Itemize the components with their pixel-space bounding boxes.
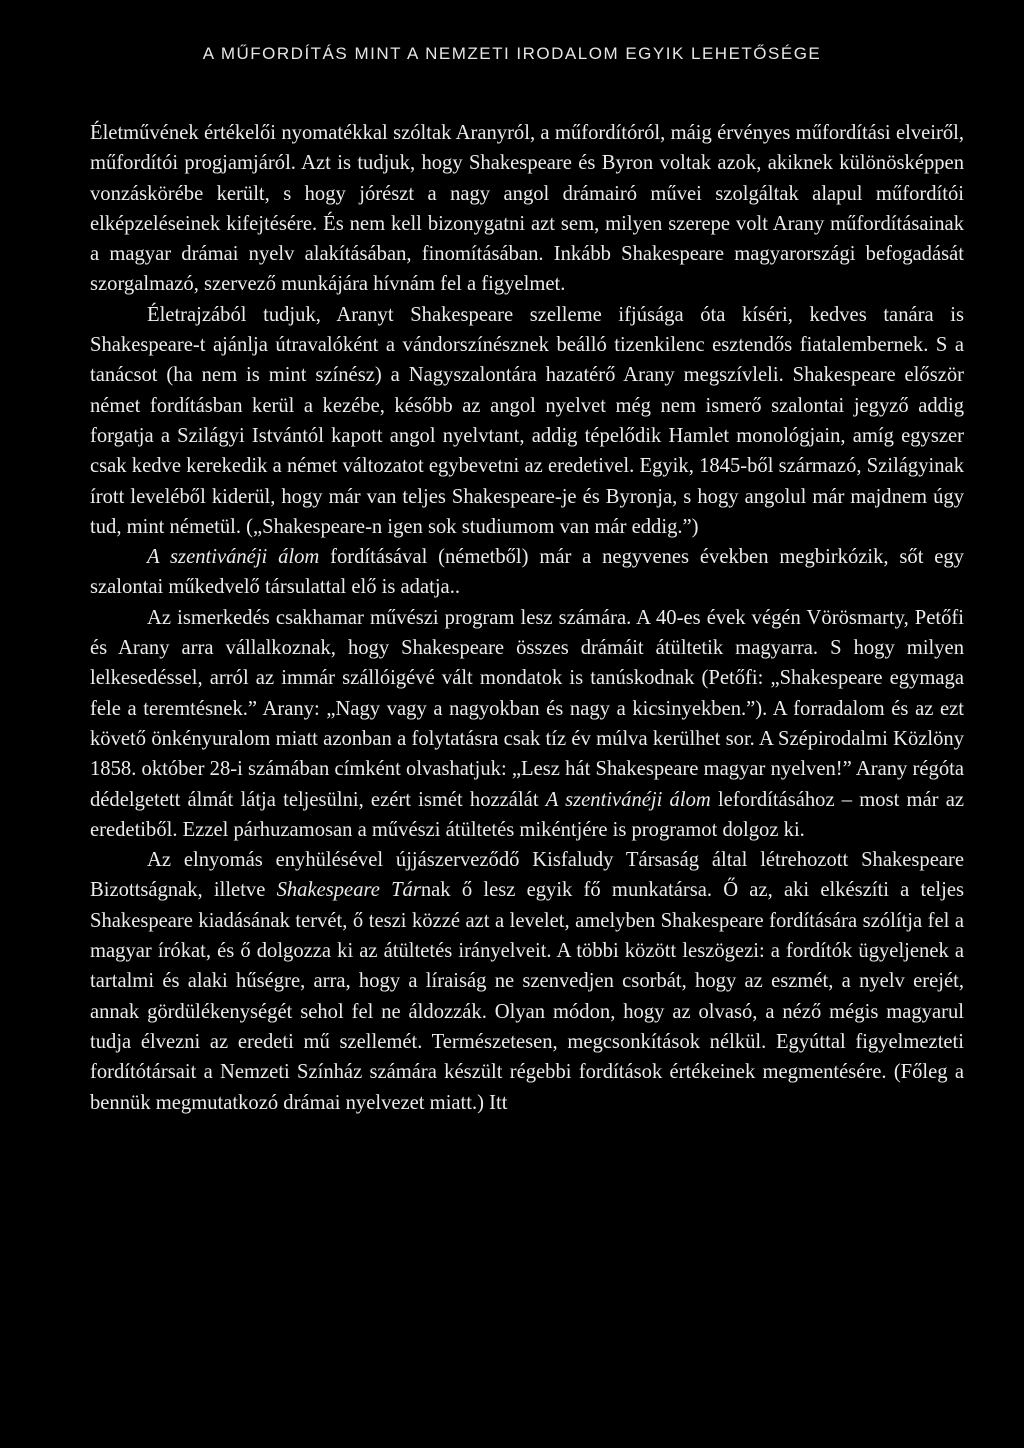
italic-title: A szentivánéji álom bbox=[545, 788, 711, 811]
paragraph bbox=[90, 542, 964, 603]
text-run: Az elnyomás enyhülésével újjászerveződő Kisfaludy Társaság által létrehozott Shakespeare Bizottságnak, illetve bbox=[90, 849, 964, 902]
text-run: nak ő lesz egyik fő munkatársa. Ő az, aki elkészíti a teljes Shakespeare kiadásának tervét, ő teszi közzé azt a levelet, amelyben Shakespeare fordítására szólítja fel a magyar írókat, és ő dolgozza ki az átültetés irányelveit. A többi között leszögezi: a fordítók ügyeljenek a tartalmi és alaki hűségre, arra, hogy a líraiság ne szenvedjen csorbát, hogy az eszmét, a nyelv erejét, annak gördülékenységét sehol fel ne áldozzák. Olyan módon, hogy az olvasó, a néző mégis magyarul tudja élvezni az eredeti mű szellemét. Természetesen, megcsonkítások nélkül. Egyúttal figyelmezteti fordítótársait a Nemzeti Színház számára készült régebbi fordítások értékeinek megmentésére. (Főleg a bennük megmutatkozó drámai nyelvezet miatt.) Itt bbox=[90, 879, 964, 1114]
paragraph bbox=[90, 845, 964, 1118]
body-text bbox=[90, 118, 964, 1118]
italic-title: Shakespeare Tár bbox=[276, 879, 421, 902]
text-run: Életművének értékelői nyomatékkal szóltak Aranyról, a műfordítóról, máig érvényes műfordítási elveiről, műfordítói progjamjáról. Azt is tudjuk, hogy Shakespeare és Byron voltak azok, akiknek különösképpen vonzáskörébe került, s hogy jórészt a nagy angol drámairó művei szolgáltak alapul műfordítói elképzeléseinek kifejtésére. És nem kell bizonygatni azt sem, milyen szerepe volt Arany műfordításainak a magyar drámai nyelv alakításában, finomításában. Inkább Shakespeare magyarországi befogadását szorgalmazó, szervező munkájára hívnám fel a figyelmet. bbox=[90, 122, 964, 296]
running-head: A MŰFORDÍTÁS MINT A NEMZETI IRODALOM EGYIK LEHETŐSÉGE bbox=[202, 44, 822, 63]
text-run: lefordításához – most már az eredetiből. Ezzel párhuzamosan a művészi átültetés mikéntjére is programot dolgoz ki. bbox=[90, 788, 964, 841]
text-run: Az ismerkedés csakhamar művészi program lesz számára. A 40-es évek végén Vörösmarty, Petőfi és Arany arra vállalkoznak, hogy Shakespeare összes drámáit átültetik magyarra. S hogy milyen lelkesedéssel, arról az immár szállóigévé vált mondatok is tanúskodnak (Petőfi: „Shakespeare egymaga fele a teremtésnek.” Arany: „Nagy vagy a nagyokban és nagy a kicsinyekben.”). A forradalom és az ezt követő önkényuralom miatt azonban a folytatásra csak tíz év múlva kerülhet sor. A Szépirodalmi Közlöny 1858. október 28-i számában címként olvashatjuk: „Lesz hát Shakespeare magyar nyelven!” Arany régóta dédelgetett álmát látja teljesülni, ezért ismét hozzálát bbox=[90, 606, 964, 811]
text-run: fordításával (németből) már a negyvenes években megbirkózik, sőt egy szalontai műkedvelő társulattal elő is adatja.. bbox=[90, 546, 964, 599]
paragraph bbox=[90, 603, 964, 845]
italic-title: A szentivánéji álom bbox=[147, 546, 320, 569]
paragraph bbox=[90, 118, 964, 300]
paragraph bbox=[90, 300, 964, 542]
text-run: Életrajzából tudjuk, Aranyt Shakespeare szelleme ifjúsága óta kíséri, kedves tanára is Shakespeare-t ajánlja útravalóként a vándorszínésznek beálló tizenkilenc esztendős fiatalembernek. S a tanácsot (ha nem is mint színész) a Nagyszalontára hazatérő Arany megszívleli. Shakespeare először német fordításban kerül a kezébe, később az angol nyelvet még nem ismerő szalontai jegyző addig forgatja a Szilágyi Istvántól kapott angol nyelvtant, addig tépelődik Hamlet monológjain, amíg egyszer csak kedve kerekedik a német változatot egybevetni az eredetivel. Egyik, 1845-ből származó, Szilágyinak írott leveléből kiderül, hogy már van teljes Shakespeare-je és Byronja, s hogy angolul már majdnem úgy tud, mint németül. („Shakespeare-n igen sok studiumom van már eddig.”) bbox=[90, 303, 964, 538]
